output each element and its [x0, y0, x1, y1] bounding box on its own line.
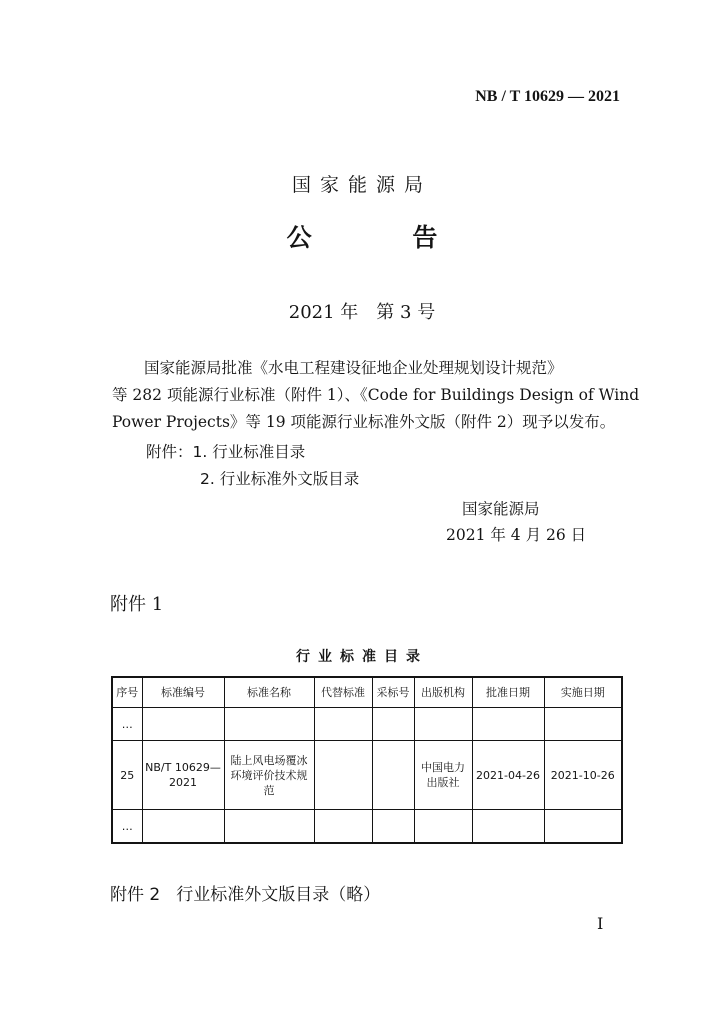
column-header: 代替标准 — [314, 677, 372, 708]
attachment-list-item-2: 2. 行业标准外文版目录 — [200, 470, 360, 488]
attachment-2-label: 附件 2 — [110, 885, 161, 905]
table-cell — [372, 708, 414, 741]
table-cell — [314, 810, 372, 844]
notice-body — [112, 355, 640, 436]
table-cell — [414, 708, 472, 741]
attachment-2-title: 行业标准外文版目录（略） — [176, 885, 381, 905]
signature-organization: 国家能源局 — [462, 500, 540, 518]
attachment-list-item-1: 附件：1. 行业标准目录 — [146, 443, 306, 461]
table-cell: … — [112, 708, 142, 741]
attachment-1-label: 附件 1 — [110, 594, 164, 615]
table-cell — [544, 810, 622, 844]
standards-table-title: 行业标准目录 — [296, 649, 428, 665]
notice-body-line-2: 等 282 项能源行业标准（附件 1）、《Code for Buildings Design of Wind — [112, 386, 640, 404]
table-cell: 陆上风电场覆冰环境评价技术规范 — [224, 741, 314, 810]
table-cell — [544, 708, 622, 741]
column-header: 标准编号 — [142, 677, 224, 708]
table-cell: 中国电力出版社 — [414, 741, 472, 810]
standards-table — [111, 676, 623, 844]
standard-code: NB / T 10629 — 2021 — [475, 88, 620, 105]
table-row — [112, 810, 622, 844]
issuing-agency: 国家能源局 — [291, 174, 432, 196]
table-cell — [224, 708, 314, 741]
column-header: 实施日期 — [544, 677, 622, 708]
table-cell — [142, 810, 224, 844]
table-row — [112, 741, 622, 810]
table-cell: 2021-04-26 — [472, 741, 544, 810]
issue-number: 2021 年 第 3 号 — [288, 302, 436, 323]
notice-body-line-3: Power Projects》等 19 项能源行业标准外文版（附件 2）现予以发布。 — [112, 413, 616, 431]
table-cell: 2021-10-26 — [544, 741, 622, 810]
table-cell — [472, 708, 544, 741]
notice-body-line-1: 国家能源局批准《水电工程建设征地企业处理规划设计规范》 — [144, 359, 563, 377]
table-cell — [314, 708, 372, 741]
table-cell — [372, 741, 414, 810]
table-cell: 25 — [112, 741, 142, 810]
table-cell — [414, 810, 472, 844]
table-row — [112, 708, 622, 741]
table-cell — [314, 741, 372, 810]
attachment-2-heading — [110, 880, 380, 905]
table-cell: NB/T 10629—2021 — [142, 741, 224, 810]
column-header: 批准日期 — [472, 677, 544, 708]
column-header: 出版机构 — [414, 677, 472, 708]
table-cell — [142, 708, 224, 741]
table-cell — [472, 810, 544, 844]
table-cell — [372, 810, 414, 844]
document-type-title: 公 告 — [286, 223, 484, 252]
table-cell: … — [112, 810, 142, 844]
table-cell — [224, 810, 314, 844]
column-header: 采标号 — [372, 677, 414, 708]
column-header: 标准名称 — [224, 677, 314, 708]
column-header: 序号 — [112, 677, 142, 708]
table-header-row — [112, 677, 622, 708]
signature-date: 2021 年 4 月 26 日 — [446, 526, 587, 544]
page-number: I — [597, 914, 604, 933]
